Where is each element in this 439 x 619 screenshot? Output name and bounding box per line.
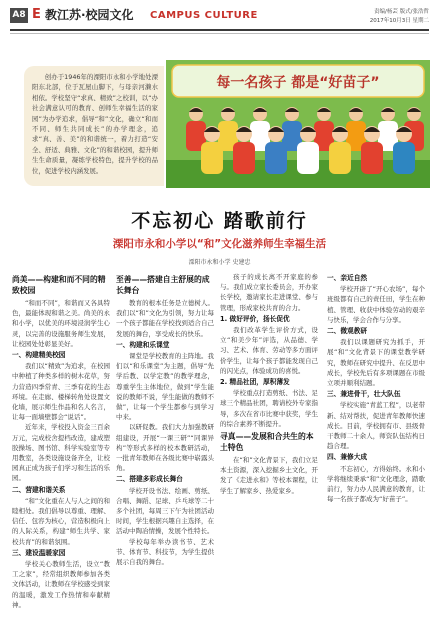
article-title: 不忘初心 踏歌前行 <box>131 210 308 232</box>
issue-date: 2017年10月3日 星期二 <box>369 18 429 24</box>
paragraph: 孩子的成长离不开家庭的参与。我们成立家长委员会，开办家长学校，邀请家长走进课堂、参与管理，形成家校共育的合力。 <box>220 273 318 312</box>
section-title-english: CAMPUS CULTURE <box>150 10 258 21</box>
header-rule <box>10 29 429 31</box>
subheading: 1. 做好评价，扬长促优 <box>220 314 290 323</box>
paragraph: 不忘初心，方得始终。永和小学将继续秉承“和”文化理念，踏歌前行，努力办人民满意的教育，让每一名孩子都成为“好苗子”。 <box>327 464 425 504</box>
editor-credit: 责编/杨芸 版式/张浩哲 <box>374 9 429 15</box>
paragraph: 我们以课题研究为抓手，开展“和”文化背景下的课堂教学研究，教师在研究中提升、在反思中成长，学校先后有多项课题在市级立项并顺利结题。 <box>327 338 425 388</box>
child-figure <box>329 126 351 174</box>
children-photo-illustration <box>166 60 430 188</box>
banner-text: 每一名孩子 都是“好苗子” <box>216 75 380 91</box>
paragraph: 近年来，学校投入资金三百余万元，完成校舍提档改造，建成塑胶操场、图书馆、科学实验室等专用教室，各类设施设备齐全，让校园真正成为孩子们学习和生活的乐园。 <box>12 423 110 483</box>
paragraph: 学校关心教师生活，设立“教工之家”，经常组织教师参加各类文体活动，让教师在学校感受到家的温暖，激发工作热情和奉献精神。 <box>12 560 110 609</box>
child-figure <box>393 126 415 174</box>
article-byline: 溧阳市永和小学 史建忠 <box>188 259 251 266</box>
section-letter: E <box>32 7 41 22</box>
section-heading: 至善——搭建自主舒展的成长舞台 <box>116 275 210 295</box>
section-title: 教江苏·校园文化 <box>45 8 134 22</box>
paragraph: 教育的根本任务是立德树人。我们以“和”文化为引领，努力让每一个孩子都能在学校找到适合自己发展的舞台，享受成长的快乐。 <box>116 299 214 338</box>
child-figure <box>297 126 319 174</box>
paragraph: 课堂是学校教育的主阵地。我们以“和乐课堂”为主题，倡导“先学后教、以学定教”的教学理念，尊重学生主体地位，做到“学生能说的教师不说，学生能做的教师不做”，让每一个学生都参与到学习中来。 <box>116 352 214 422</box>
subheading: 二、搭建多彩成长舞台 <box>116 475 183 484</box>
child-figure <box>265 126 287 174</box>
section-heading: 寻真——发展和合共生的本土特色 <box>220 432 314 453</box>
paragraph: 在“和”文化背景下，我们立足本土资源，深入挖掘乡土文化，开发了《走进永和》等校本课程，让学生了解家乡、热爱家乡。 <box>220 456 318 495</box>
child-figure <box>361 126 383 174</box>
header-rule-thin <box>10 33 429 34</box>
text-column-3 <box>220 272 318 612</box>
paragraph: 学校每年举办读书节、艺术节、体育节、科技节，为学生提供展示自我的舞台。 <box>116 537 214 567</box>
subheading: 一、亲近自然 <box>327 274 368 282</box>
section-heading: 尚美——构建和而不同的精致校园 <box>12 275 106 295</box>
subheading: 2. 精品社团，厚积薄发 <box>220 378 290 387</box>
child-figure <box>201 126 223 174</box>
subheading: 一、构建和乐课堂 <box>116 340 170 349</box>
subheading: 三、建设温暖家园 <box>12 548 66 557</box>
intro-text: 创办于1946年的溧阳市永和小学地处溧阳东北部，位于瓦屋山脚下，与母亲河濑水相依。学校坚守“求真、精致”之校训，以“办社会满意认可的教育、创师生幸福生活的家园”为办学追求，倡导“和”文化，确立“和而不同、师生共同成长”的办学理念，追求“真、善、美”的和谐统一，着力打造“安全、舒适、典雅、文化”的和谐校园，提升师生生命质量，凝练学校特色，提升学校的品位，促进学校内涵发展。 <box>32 73 158 175</box>
paragraph: 学校开辟了“开心农场”，每个班级都有自己的责任田，学生在种植、管理、收获中体验劳动的艰辛与快乐，学会合作与分享。 <box>327 285 425 324</box>
paragraph: 我们以“精致”为追求，在校园中种植了种类多样的树木花草，努力营造四季常青、三季有花的生态环境。在走廊、楼梯转角处设置文化墙，展示师生作品和名人名言，让每一面墙壁都会“说话”。 <box>12 362 110 422</box>
paragraph: 我们改革学生评价方式，设立“和美少年”评选，从品德、学习、艺术、体育、劳动等多方面评价学生，让每个孩子都能发现自己的闪光点，体验成功的喜悦。 <box>220 326 318 375</box>
subheading: 二、营建和谐关系 <box>12 485 66 494</box>
text-column-1 <box>12 272 110 612</box>
intro-box <box>24 66 164 186</box>
subheading: 一、构建精美校园 <box>12 351 66 360</box>
paragraph: 学校重点打造剪纸、书法、足球三个精品社团，聘请校外专家指导，多次在省市比赛中获奖，学生的综合素养不断提升。 <box>220 389 318 428</box>
text-column-2 <box>116 272 214 612</box>
paragraph: 学校开设书法、绘画、剪纸、合唱、舞蹈、足球、乒乓球等二十多个社团，每周三下午为社团活动时间，学生根据兴趣自主选择，在活动中陶冶情操，发展个性特长。 <box>116 486 214 536</box>
subheading: 四、兼修大成 <box>327 453 368 462</box>
text-column-4 <box>327 272 425 612</box>
child-figure <box>233 126 255 174</box>
article-subtitle: 溧阳市永和小学以“和”文化滋养师生幸福生活 <box>112 238 327 250</box>
school-photo <box>166 60 430 188</box>
page-number: A8 <box>10 8 28 23</box>
paragraph: 以研促教。我们大力加强教研组建设，开展“一课三研”“同课异构”等形式多样的校本教研活动，一批青年教师在各级比赛中崭露头角。 <box>116 423 214 473</box>
paragraph: “和”文化重在人与人之间的和睦相处。我们倡导以尊重、理解、信任、包容为核心，营造积极向上的人际关系，构建“师生共学、家校共育”的和谐氛围。 <box>12 496 110 546</box>
subheading: 二、微观教研 <box>327 327 368 336</box>
subheading: 三、兼进骨干，壮大队伍 <box>327 390 401 399</box>
paragraph: “和而不同”，和谐而又各具特色，最能体现和谐之美。尚美的永和小学，以优美的环境浸润学生心灵，以完善的设施服务师生发展，让校园处处彰显美好。 <box>12 299 110 348</box>
paragraph: 学校实施“青蓝工程”，以老带新、结对帮扶，促进青年教师快速成长。目前，学校拥有市、县级骨干教师二十余人，师资队伍结构日趋合理。 <box>327 401 425 451</box>
